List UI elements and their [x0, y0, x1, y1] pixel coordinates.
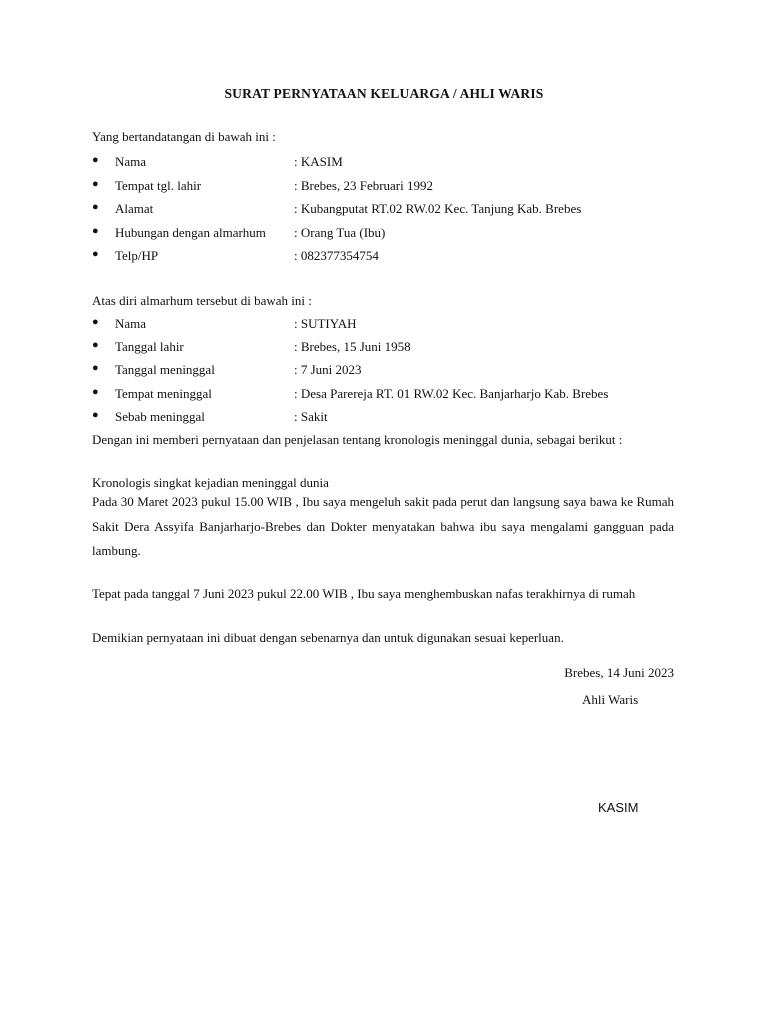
place-date: Brebes, 14 Juni 2023 — [564, 665, 674, 680]
field-value: : Kubangputat RT.02 RW.02 Kec. Tanjung Kab. Brebes — [294, 201, 582, 216]
deceased-intro: Atas diri almarhum tersebut di bawah ini : — [92, 293, 312, 308]
deceased-row-name — [92, 316, 682, 334]
field-value: : Brebes, 23 Februari 1992 — [294, 178, 434, 193]
closing-paragraph: Demikian pernyataan ini dibuat dengan sebenarnya dan untuk digunakan sesuai keperluan. — [92, 630, 564, 645]
deceased-row-deathdate — [92, 362, 682, 380]
declarant-intro: Yang bertandatangan di bawah ini : — [92, 129, 276, 144]
signer-name: KASIM — [598, 800, 639, 815]
bullet-icon: ● — [92, 386, 99, 398]
signer-role: Ahli Waris — [582, 692, 639, 707]
field-label: Nama — [115, 154, 147, 169]
field-label: Tempat meninggal — [115, 386, 212, 401]
bullet-icon: ● — [92, 248, 99, 260]
bullet-icon: ● — [92, 201, 99, 213]
deceased-row-cause — [92, 409, 682, 427]
declarant-row-address — [92, 201, 682, 219]
field-value: : 7 Juni 2023 — [294, 362, 362, 377]
field-value: : Orang Tua (Ibu) — [294, 225, 386, 240]
bullet-icon: ● — [92, 339, 99, 351]
bullet-icon: ● — [92, 225, 99, 237]
declarant-row-birth — [92, 178, 682, 196]
bullet-icon: ● — [92, 409, 99, 421]
field-label: Telp/HP — [115, 248, 159, 263]
chronology-heading: Kronologis singkat kejadian meninggal dunia — [92, 475, 329, 490]
field-value: : KASIM — [294, 154, 343, 169]
field-label: Tempat tgl. lahir — [115, 178, 202, 193]
field-label: Tanggal lahir — [115, 339, 184, 354]
field-value: : Sakit — [294, 409, 328, 424]
deceased-row-deathplace — [92, 386, 682, 404]
field-value: : Brebes, 15 Juni 1958 — [294, 339, 411, 354]
bullet-icon: ● — [92, 178, 99, 190]
declarant-row-phone — [92, 248, 682, 266]
declarant-row-name — [92, 154, 682, 172]
field-label: Alamat — [115, 201, 154, 216]
deceased-row-birthdate — [92, 339, 682, 357]
field-label: Tanggal meninggal — [115, 362, 215, 377]
field-label: Nama — [115, 316, 147, 331]
field-value: : SUTIYAH — [294, 316, 357, 331]
document-title: SURAT PERNYATAAN KELUARGA / AHLI WARIS — [224, 86, 544, 101]
field-label: Sebab meninggal — [115, 409, 205, 424]
statement-text: Dengan ini memberi pernyataan dan penjelasan tentang kronologis meninggal dunia, sebagai berikut : — [92, 432, 623, 447]
death-paragraph: Tepat pada tanggal 7 Juni 2023 pukul 22.00 WIB , Ibu saya menghembuskan nafas terakhirnya di rumah — [92, 586, 636, 601]
chronology-paragraph: Pada 30 Maret 2023 pukul 15.00 WIB , Ibu saya mengeluh sakit pada perut dan langsung saya bawa ke Rumah Sakit Dera Assyifa Banjarharjo-Brebes dan Dokter menyatakan bahwa ibu saya mengalami gangguan pada lambung. — [92, 494, 674, 558]
field-value: : Desa Parereja RT. 01 RW.02 Kec. Banjarharjo Kab. Brebes — [294, 386, 609, 401]
bullet-icon: ● — [92, 362, 99, 374]
declarant-row-relation — [92, 225, 682, 243]
field-label: Hubungan dengan almarhum — [115, 225, 266, 240]
field-value: : 082377354754 — [294, 248, 379, 263]
bullet-icon: ● — [92, 154, 99, 166]
bullet-icon: ● — [92, 316, 99, 328]
